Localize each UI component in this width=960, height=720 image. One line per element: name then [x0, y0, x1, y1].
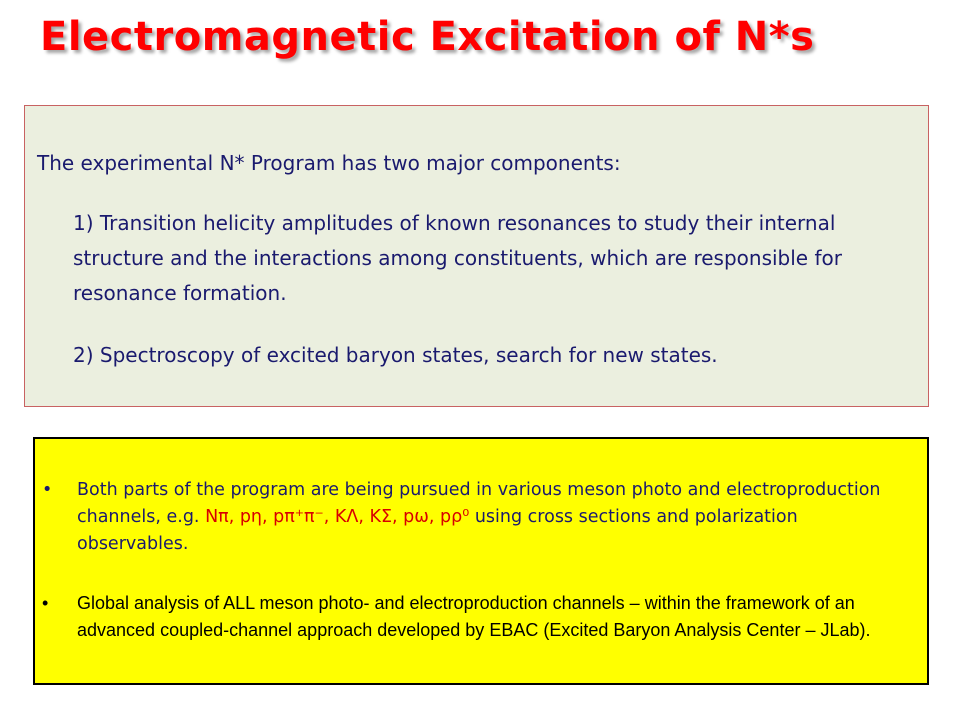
bullet-1-tail: using cross sections and polarization observables.: [77, 507, 798, 554]
bullet-item-2: [42, 590, 889, 644]
program-intro: The experimental N* Program has two major components:: [37, 151, 621, 175]
highlight-panel: [33, 437, 929, 685]
program-components-panel: [24, 105, 929, 407]
bullet-item-1-text: [49, 477, 889, 558]
bullet-1-lead: Both parts of the program are being pursued in various meson photo and electroproduction channels, e.g.: [77, 480, 881, 527]
slide-title: Electromagnetic Excitation of N*s: [40, 14, 815, 60]
bullet-dot-icon: •: [42, 593, 49, 613]
component-item-1: 1) Transition helicity amplitudes of known resonances to study their internal structure and the interactions among constituents, which are responsible for resonance formation.: [73, 211, 842, 305]
bullet-item-2-text: Global analysis of ALL meson photo- and electroproduction channels – within the framework of an advanced coupled-channel approach developed by EBAC (Excited Baryon Analysis Center – JLab).: [77, 593, 871, 640]
bullet-item-1: [42, 477, 889, 558]
component-item-2: 2) Spectroscopy of excited baryon states, search for new states.: [73, 343, 718, 367]
meson-channels: Nπ, pη, pπ⁺π⁻, KΛ, KΣ, pω, pρ⁰: [205, 507, 470, 527]
bullet-dot-icon: •: [42, 480, 53, 500]
